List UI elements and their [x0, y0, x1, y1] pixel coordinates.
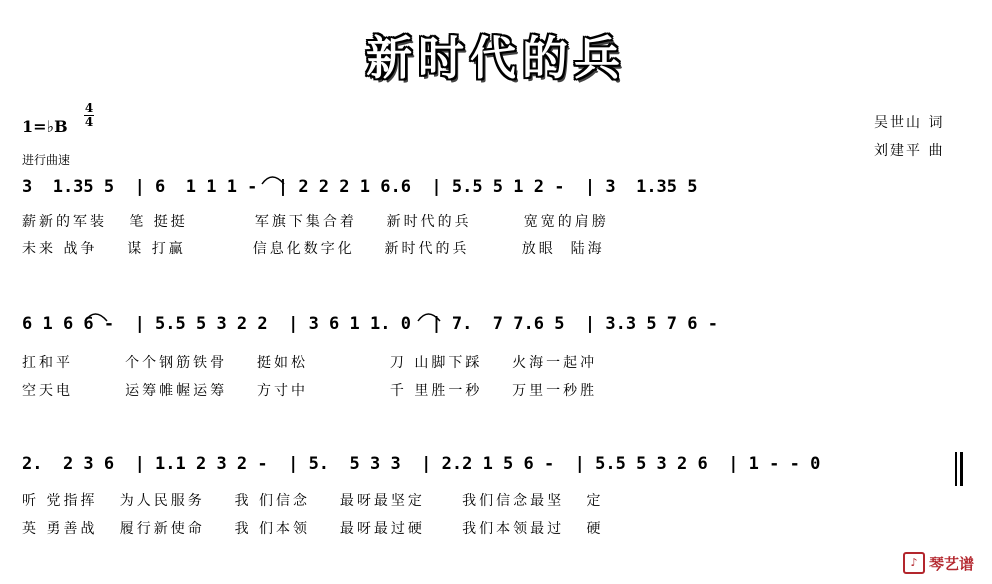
logo-icon: ♪ [903, 552, 925, 574]
final-barline-thin [955, 452, 957, 486]
lyricist-credit: 吴世山 词 [874, 115, 945, 131]
final-barline [960, 452, 963, 486]
lyric-verse-2: 英 勇善战 履行新使命 我 们本领 最呀最过硬 我们本领最过 硬 [22, 521, 604, 537]
time-signature [84, 102, 94, 129]
key-signature: 1=♭B [22, 117, 68, 136]
lyric-verse-1: 薪新的军装 笔 挺挺 军旗下集合着 新时代的兵 宽宽的肩膀 [22, 214, 609, 230]
lyric-verse-2: 空天电 运筹帷幄运筹 方寸中 千 里胜一秒 万里一秒胜 [22, 383, 598, 399]
tempo-marking: 进行曲速 [22, 153, 71, 167]
lyric-verse-1: 听 党指挥 为人民服务 我 们信念 最呀最坚定 我们信念最坚 定 [22, 493, 604, 509]
lyric-verse-2: 未来 战争 谋 打赢 信息化数字化 新时代的兵 放眼 陆海 [22, 241, 605, 257]
meter-top: 4 [84, 101, 94, 115]
song-title: 新时代的兵 [366, 31, 626, 85]
watermark-text: 琴艺谱 [928, 554, 974, 573]
watermark-logo [903, 552, 974, 574]
composer-credit: 刘建平 曲 [874, 143, 945, 159]
notation-line: 6 1 6 6 - | 5.5 5 3 2 2 | 3 6 1 1. 0 | 7. 7 7.6 5 | 3.3 5 7 6 - [22, 314, 718, 334]
lyric-verse-1: 扛和平 个个钢筋铁骨 挺如松 刀 山脚下踩 火海一起冲 [22, 355, 598, 371]
notation-line: 3 1.35 5 | 6 1 1 1 - | 2 2 2 1 6.6 | 5.5 5 1 2 - | 3 1.35 5 [22, 177, 698, 197]
notation-line: 2. 2 3 6 | 1.1 2 3 2 - | 5. 5 3 3 | 2.2 1 5 6 - | 5.5 5 3 2 6 | 1 - - 0 [22, 454, 821, 474]
meter-bottom: 4 [84, 115, 94, 129]
